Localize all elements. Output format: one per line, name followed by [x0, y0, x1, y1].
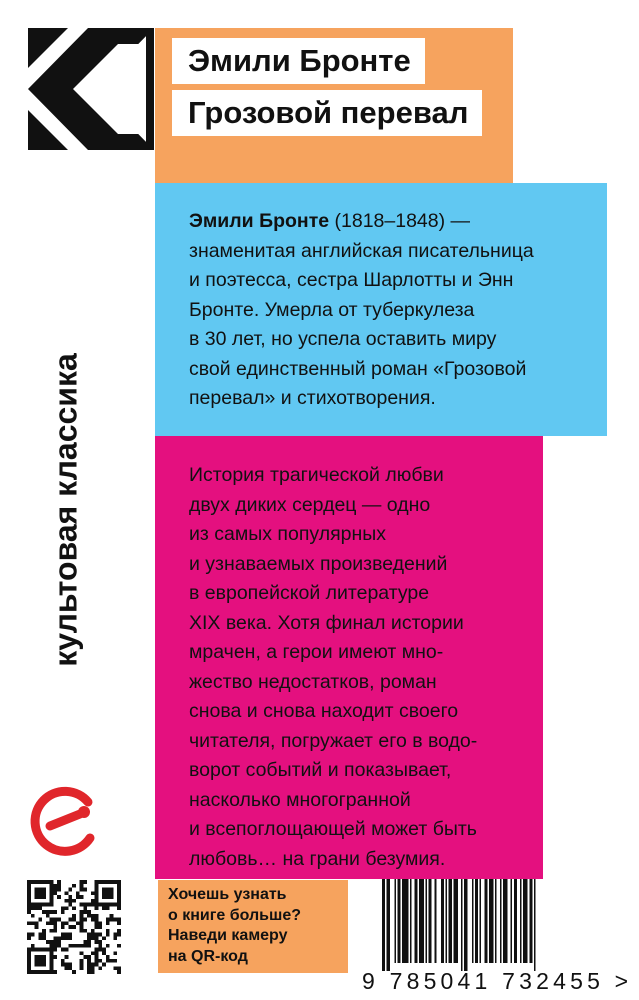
- bio-line: в 30 лет, но успела оставить миру: [189, 328, 497, 350]
- author-bio: [189, 207, 594, 414]
- description-line: и узнаваемых произведений: [189, 552, 448, 575]
- qr-prompt-line: Наведи камеру: [168, 927, 288, 944]
- description-line: из самых популярных: [189, 523, 387, 545]
- bio-line: (1818–1848) —: [329, 210, 471, 232]
- publisher-logo-icon: [28, 782, 106, 860]
- author-name: Эмили Бронте: [172, 38, 425, 84]
- description-line: XIX века. Хотя финал истории: [189, 611, 464, 634]
- description-line: насколько многогранной: [189, 788, 411, 811]
- description-line: ворот событий и показывает,: [189, 759, 452, 781]
- description-line: любовь… на грани безумия.: [189, 847, 446, 870]
- description-line: читателя, погружает его в водо-: [189, 729, 478, 752]
- title-group: [172, 38, 482, 142]
- description-line: снова и снова находит своего: [189, 700, 459, 722]
- description-line: жество недостатков, роман: [189, 670, 437, 693]
- qr-prompt: [168, 885, 348, 967]
- barcode-icon: [362, 874, 612, 974]
- description-line: в европейской литературе: [189, 582, 430, 604]
- series-label: культовая классика: [47, 353, 84, 667]
- book-description: [189, 461, 539, 874]
- bio-line: и поэтесса, сестра Шарлотты и Энн: [189, 269, 514, 291]
- qr-prompt-line: Хочешь узнать: [168, 886, 287, 903]
- description-line: мрачен, а герои имеют мно-: [189, 641, 444, 663]
- bio-line: перевал» и стихотворения.: [189, 387, 436, 409]
- bio-line: знаменитая английская писательница: [189, 239, 534, 262]
- qr-prompt-line: о книге больше?: [168, 906, 301, 924]
- bio-author-name: Эмили Бронте: [189, 210, 330, 232]
- description-line: История трагической любви: [189, 464, 444, 486]
- description-line: и всепоглощающей может быть: [189, 818, 477, 840]
- qr-code-icon[interactable]: [27, 880, 121, 974]
- series-logo-icon: [28, 28, 154, 150]
- bio-line: Бронте. Умерла от туберкулеза: [189, 298, 475, 321]
- book-title: Грозовой перевал: [172, 90, 482, 136]
- description-line: двух диких сердец — одно: [189, 493, 431, 516]
- isbn-number: 9 785041 732455 >: [362, 968, 633, 994]
- bio-line: свой единственный роман «Грозовой: [189, 357, 527, 380]
- qr-prompt-line: на QR-код: [168, 947, 248, 965]
